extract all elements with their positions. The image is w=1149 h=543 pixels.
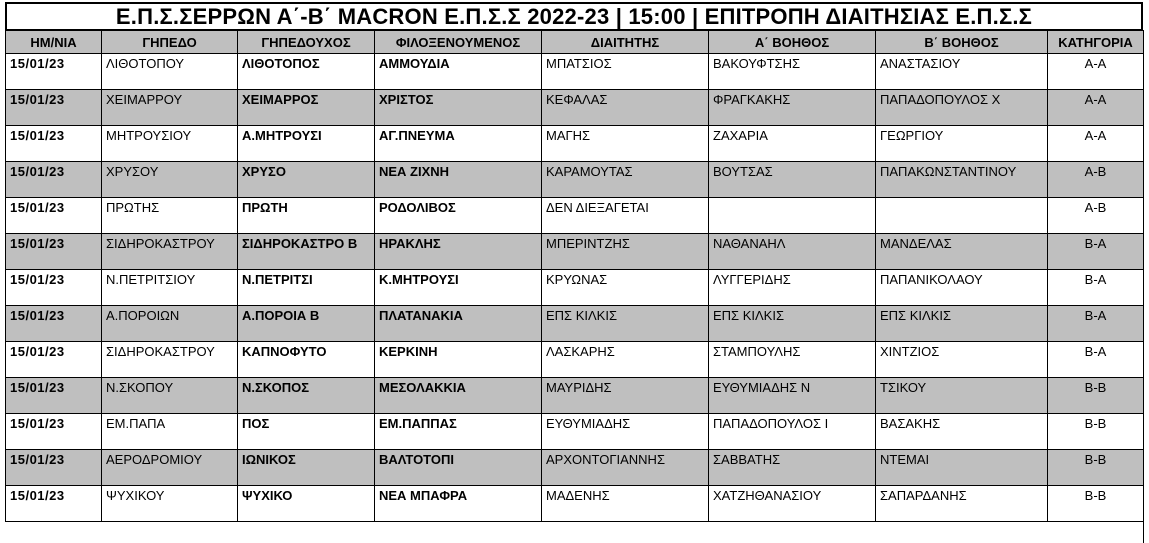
- cell-away-team[interactable]: ΜΕΣΟΛΑΚΚΙΑ: [375, 378, 542, 414]
- column-header-home[interactable]: ΓΗΠΕΔΟΥΧΟΣ: [238, 31, 375, 54]
- cell-assistant2[interactable]: ΣΑΠΑΡΔΑΝΗΣ: [876, 486, 1048, 522]
- table-row: [6, 450, 1144, 486]
- table-row: [6, 306, 1144, 342]
- cell-date[interactable]: 15/01/23: [6, 234, 102, 270]
- sheet-title: Ε.Π.Σ.ΣΕΡΡΩΝ Α΄-Β΄ MACRON Ε.Π.Σ.Σ 2022-23 | 15:00 | ΕΠΙΤΡΟΠΗ ΔΙΑΙΤΗΣΙΑΣ Ε.Π.Σ.Σ: [5, 2, 1143, 31]
- fixtures-body: [6, 54, 1144, 522]
- table-row: [6, 486, 1144, 522]
- cell-ground[interactable]: Α.ΠΟΡΟΙΩΝ: [102, 306, 238, 342]
- cell-assistant1[interactable]: ΕΠΣ ΚΙΛΚΙΣ: [709, 306, 876, 342]
- cell-category[interactable]: Β-Α: [1048, 306, 1144, 342]
- fixtures-table: [5, 30, 1144, 522]
- cell-date[interactable]: 15/01/23: [6, 126, 102, 162]
- cell-assistant2[interactable]: ΕΠΣ ΚΙΛΚΙΣ: [876, 306, 1048, 342]
- cell-assistant1[interactable]: ΒΑΚΟΥΦΤΣΗΣ: [709, 54, 876, 90]
- cell-home-team[interactable]: Ν.ΣΚΟΠΟΣ: [238, 378, 375, 414]
- column-header-away[interactable]: ΦΙΛΟΞΕΝΟΥΜΕΝΟΣ: [375, 31, 542, 54]
- cell-ground[interactable]: ΜΗΤΡΟΥΣΙΟΥ: [102, 126, 238, 162]
- cell-away-team[interactable]: Κ.ΜΗΤΡΟΥΣΙ: [375, 270, 542, 306]
- cell-assistant1[interactable]: ΣΤΑΜΠΟΥΛΗΣ: [709, 342, 876, 378]
- table-row: [6, 270, 1144, 306]
- cell-away-team[interactable]: ΝΕΑ ΖΙΧΝΗ: [375, 162, 542, 198]
- cell-assistant2[interactable]: [876, 198, 1048, 234]
- cell-referee[interactable]: ΜΑΥΡΙΔΗΣ: [542, 378, 709, 414]
- cell-ground[interactable]: ΨΥΧΙΚΟΥ: [102, 486, 238, 522]
- cell-date[interactable]: 15/01/23: [6, 270, 102, 306]
- cell-date[interactable]: 15/01/23: [6, 90, 102, 126]
- cell-away-team[interactable]: ΝΕΑ ΜΠΑΦΡΑ: [375, 486, 542, 522]
- cell-ground[interactable]: ΑΕΡΟΔΡΟΜΙΟΥ: [102, 450, 238, 486]
- cell-category[interactable]: Α-Α: [1048, 126, 1144, 162]
- cell-home-team[interactable]: Α.ΜΗΤΡΟΥΣΙ: [238, 126, 375, 162]
- cell-ground[interactable]: ΧΕΙΜΑΡΡΟΥ: [102, 90, 238, 126]
- cell-referee[interactable]: ΕΥΘΥΜΙΑΔΗΣ: [542, 414, 709, 450]
- cell-date[interactable]: 15/01/23: [6, 306, 102, 342]
- cell-assistant2[interactable]: ΝΤΕΜΑΙ: [876, 450, 1048, 486]
- cell-category[interactable]: Β-Β: [1048, 378, 1144, 414]
- cell-away-team[interactable]: ΕΜ.ΠΑΠΠΑΣ: [375, 414, 542, 450]
- cell-assistant1[interactable]: ΒΟΥΤΣΑΣ: [709, 162, 876, 198]
- cell-home-team[interactable]: ΨΥΧΙΚΟ: [238, 486, 375, 522]
- cell-referee[interactable]: ΚΡΥΩΝΑΣ: [542, 270, 709, 306]
- cell-date[interactable]: 15/01/23: [6, 198, 102, 234]
- cell-ground[interactable]: ΧΡΥΣΟΥ: [102, 162, 238, 198]
- table-row: [6, 414, 1144, 450]
- cell-assistant1[interactable]: ΕΥΘΥΜΙΑΔΗΣ Ν: [709, 378, 876, 414]
- cell-referee[interactable]: ΔΕΝ ΔΙΕΞΑΓΕΤΑΙ: [542, 198, 709, 234]
- cell-referee[interactable]: ΜΠΕΡΙΝΤΖΗΣ: [542, 234, 709, 270]
- cell-ground[interactable]: Ν.ΣΚΟΠΟΥ: [102, 378, 238, 414]
- cell-date[interactable]: 15/01/23: [6, 342, 102, 378]
- cell-category[interactable]: Β-Β: [1048, 486, 1144, 522]
- column-header-date[interactable]: ΗΜ/ΝΙΑ: [6, 31, 102, 54]
- table-row: [6, 90, 1144, 126]
- cell-assistant2[interactable]: ΧΙΝΤΖΙΟΣ: [876, 342, 1048, 378]
- cell-assistant2[interactable]: ΠΑΠΑΚΩΝΣΤΑΝΤΙΝΟΥ: [876, 162, 1048, 198]
- cell-away-team[interactable]: ΚΕΡΚΙΝΗ: [375, 342, 542, 378]
- cell-referee[interactable]: ΚΑΡΑΜΟΥΤΑΣ: [542, 162, 709, 198]
- cell-home-team[interactable]: ΧΡΥΣΟ: [238, 162, 375, 198]
- table-right-edge: [1143, 30, 1144, 543]
- cell-category[interactable]: Α-Α: [1048, 54, 1144, 90]
- cell-referee[interactable]: ΜΠΑΤΣΙΟΣ: [542, 54, 709, 90]
- cell-category[interactable]: Α-Β: [1048, 198, 1144, 234]
- cell-away-team[interactable]: ΑΜΜΟΥΔΙΑ: [375, 54, 542, 90]
- cell-date[interactable]: 15/01/23: [6, 450, 102, 486]
- cell-away-team[interactable]: ΧΡΙΣΤΟΣ: [375, 90, 542, 126]
- cell-referee[interactable]: ΜΑΓΗΣ: [542, 126, 709, 162]
- cell-away-team[interactable]: ΠΛΑΤΑΝΑΚΙΑ: [375, 306, 542, 342]
- cell-home-team[interactable]: ΣΙΔΗΡΟΚΑΣΤΡΟ Β: [238, 234, 375, 270]
- cell-assistant2[interactable]: ΜΑΝΔΕΛΑΣ: [876, 234, 1048, 270]
- cell-home-team[interactable]: ΧΕΙΜΑΡΡΟΣ: [238, 90, 375, 126]
- table-row: [6, 162, 1144, 198]
- cell-home-team[interactable]: Α.ΠΟΡΟΙΑ Β: [238, 306, 375, 342]
- cell-date[interactable]: 15/01/23: [6, 54, 102, 90]
- cell-category[interactable]: Β-Β: [1048, 414, 1144, 450]
- cell-ground[interactable]: ΕΜ.ΠΑΠΑ: [102, 414, 238, 450]
- cell-category[interactable]: Β-Β: [1048, 450, 1144, 486]
- cell-date[interactable]: 15/01/23: [6, 162, 102, 198]
- table-row: [6, 126, 1144, 162]
- cell-date[interactable]: 15/01/23: [6, 378, 102, 414]
- column-header-ground[interactable]: ΓΗΠΕΔΟ: [102, 31, 238, 54]
- table-row: [6, 234, 1144, 270]
- cell-home-team[interactable]: ΙΩΝΙΚΟΣ: [238, 450, 375, 486]
- column-header-assistant2[interactable]: Β΄ ΒΟΗΘΟΣ: [876, 31, 1048, 54]
- cell-assistant2[interactable]: ΤΣΙΚΟΥ: [876, 378, 1048, 414]
- table-row: [6, 198, 1144, 234]
- cell-home-team[interactable]: ΠΡΩΤΗ: [238, 198, 375, 234]
- cell-ground[interactable]: ΣΙΔΗΡΟΚΑΣΤΡΟΥ: [102, 342, 238, 378]
- cell-assistant2[interactable]: ΒΑΣΑΚΗΣ: [876, 414, 1048, 450]
- cell-home-team[interactable]: ΛΙΘΟΤΟΠΟΣ: [238, 54, 375, 90]
- cell-assistant1[interactable]: ΦΡΑΓΚΑΚΗΣ: [709, 90, 876, 126]
- cell-assistant1[interactable]: ΛΥΓΓΕΡΙΔΗΣ: [709, 270, 876, 306]
- cell-referee[interactable]: ΑΡΧΟΝΤΟΓΙΑΝΝΗΣ: [542, 450, 709, 486]
- cell-date[interactable]: 15/01/23: [6, 414, 102, 450]
- cell-assistant1[interactable]: [709, 198, 876, 234]
- cell-date[interactable]: 15/01/23: [6, 486, 102, 522]
- cell-assistant2[interactable]: ΠΑΠΑΝΙΚΟΛΑΟΥ: [876, 270, 1048, 306]
- cell-ground[interactable]: ΛΙΘΟΤΟΠΟΥ: [102, 54, 238, 90]
- cell-away-team[interactable]: ΗΡΑΚΛΗΣ: [375, 234, 542, 270]
- table-row: [6, 54, 1144, 90]
- cell-referee[interactable]: ΕΠΣ ΚΙΛΚΙΣ: [542, 306, 709, 342]
- cell-assistant1[interactable]: ΧΑΤΖΗΘΑΝΑΣΙΟΥ: [709, 486, 876, 522]
- table-row: [6, 378, 1144, 414]
- cell-assistant1[interactable]: ΝΑΘΑΝΑΗΛ: [709, 234, 876, 270]
- cell-assistant1[interactable]: ΣΑΒΒΑΤΗΣ: [709, 450, 876, 486]
- cell-home-team[interactable]: ΚΑΠΝΟΦΥΤΟ: [238, 342, 375, 378]
- cell-category[interactable]: Α-Α: [1048, 90, 1144, 126]
- cell-referee[interactable]: ΚΕΦΑΛΑΣ: [542, 90, 709, 126]
- cell-home-team[interactable]: ΠΟΣ: [238, 414, 375, 450]
- column-header-category[interactable]: ΚΑΤΗΓΟΡΙΑ: [1048, 31, 1144, 54]
- cell-assistant1[interactable]: ΠΑΠΑΔΟΠΟΥΛΟΣ Ι: [709, 414, 876, 450]
- cell-away-team[interactable]: ΒΑΛΤΟΤΟΠΙ: [375, 450, 542, 486]
- cell-assistant1[interactable]: ΖΑΧΑΡΙΑ: [709, 126, 876, 162]
- cell-referee[interactable]: ΜΑΔΕΝΗΣ: [542, 486, 709, 522]
- cell-category[interactable]: Α-Β: [1048, 162, 1144, 198]
- cell-away-team[interactable]: ΡΟΔΟΛΙΒΟΣ: [375, 198, 542, 234]
- column-header-assistant1[interactable]: Α΄ ΒΟΗΘΟΣ: [709, 31, 876, 54]
- cell-assistant2[interactable]: ΠΑΠΑΔΟΠΟΥΛΟΣ Χ: [876, 90, 1048, 126]
- table-row: [6, 342, 1144, 378]
- header-row: [6, 31, 1144, 54]
- cell-category[interactable]: Β-Α: [1048, 270, 1144, 306]
- column-header-referee[interactable]: ΔΙΑΙΤΗΤΗΣ: [542, 31, 709, 54]
- cell-ground[interactable]: ΠΡΩΤΗΣ: [102, 198, 238, 234]
- cell-assistant2[interactable]: ΓΕΩΡΓΙΟΥ: [876, 126, 1048, 162]
- cell-home-team[interactable]: Ν.ΠΕΤΡΙΤΣΙ: [238, 270, 375, 306]
- cell-ground[interactable]: Ν.ΠΕΤΡΙΤΣΙΟΥ: [102, 270, 238, 306]
- cell-category[interactable]: Β-Α: [1048, 234, 1144, 270]
- cell-assistant2[interactable]: ΑΝΑΣΤΑΣΙΟΥ: [876, 54, 1048, 90]
- cell-away-team[interactable]: ΑΓ.ΠΝΕΥΜΑ: [375, 126, 542, 162]
- cell-referee[interactable]: ΛΑΣΚΑΡΗΣ: [542, 342, 709, 378]
- cell-ground[interactable]: ΣΙΔΗΡΟΚΑΣΤΡΟΥ: [102, 234, 238, 270]
- cell-category[interactable]: Β-Α: [1048, 342, 1144, 378]
